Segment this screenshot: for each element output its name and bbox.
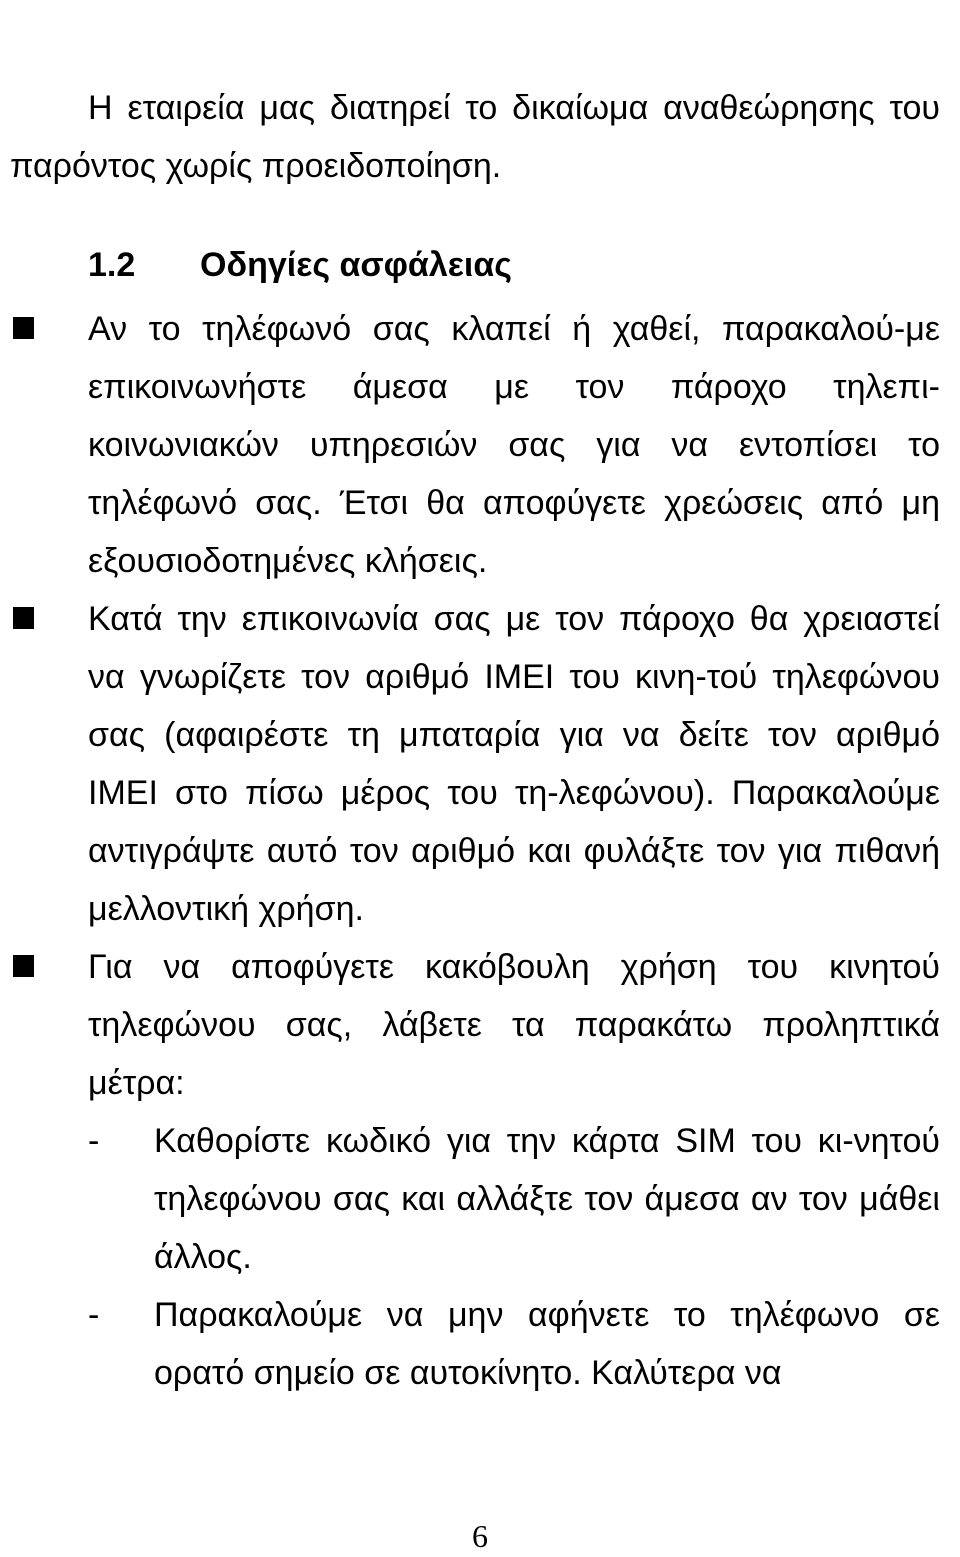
bullet-item-2 (0, 590, 940, 938)
section-number: 1.2 (88, 246, 136, 284)
page-number: 6 (472, 1518, 488, 1554)
precaution-item-2 (88, 1286, 940, 1402)
safety-bullet-list (0, 300, 960, 1402)
intro-paragraph: Η εταιρεία μας διατηρεί το δικαίωμα αναθεώρησης του παρόντος χωρίς προειδοποίηση. (10, 89, 940, 185)
section-title: Οδηγίες ασφάλειας (200, 246, 512, 284)
precaution-text: Καθορίστε κωδικό για την κάρτα SIM του κι-νητού τηλεφώνου σας και αλλάξτε τον άμεσα αν τον μάθει άλλος. (154, 1122, 940, 1276)
bullet-text: Κατά την επικοινωνία σας με τον πάροχο θα χρειαστεί να γνωρίζετε τον αριθμό IMEI του κινη-τού τηλεφώνου σας (αφαιρέστε τη μπαταρία για να δείτε τον αριθμό IMEI στο πίσω μέρος του τη-λεφώνου). Παρακαλούμε αντιγράψτε αυτό τον αριθμό και φυλάξτε τον για πιθανή μελλοντική χρήση. (88, 600, 940, 928)
precaution-list (88, 1112, 940, 1402)
bullet-text: Αν το τηλέφωνό σας κλαπεί ή χαθεί, παρακαλού-με επικοινωνήστε άμεσα με τον πάροχο τηλεπι-κοινωνιακών υπηρεσιών σας για να εντοπίσει το τηλέφωνό σας. Έτσι θα αποφύγετε χρεώσεις από μη εξουσιοδοτημένες κλήσεις. (88, 310, 940, 580)
bullet-text: Για να αποφύγετε κακόβουλη χρήση του κινητού τηλεφώνου σας, λάβετε τα παρακάτω προληπτικά μέτρα: (88, 948, 940, 1102)
precaution-item-1 (88, 1112, 940, 1286)
section-heading (88, 236, 512, 294)
square-bullet-icon (13, 607, 34, 629)
bullet-item-1 (0, 300, 940, 590)
square-bullet-icon (13, 317, 34, 339)
dash-marker: - (88, 1122, 100, 1160)
dash-marker: - (88, 1296, 100, 1334)
bullet-item-3 (0, 938, 940, 1402)
precaution-text: Παρακαλούμε να μην αφήνετε το τηλέφωνο σε ορατό σημείο σε αυτοκίνητο. Καλύτερα να (154, 1296, 940, 1392)
square-bullet-icon (13, 955, 34, 977)
